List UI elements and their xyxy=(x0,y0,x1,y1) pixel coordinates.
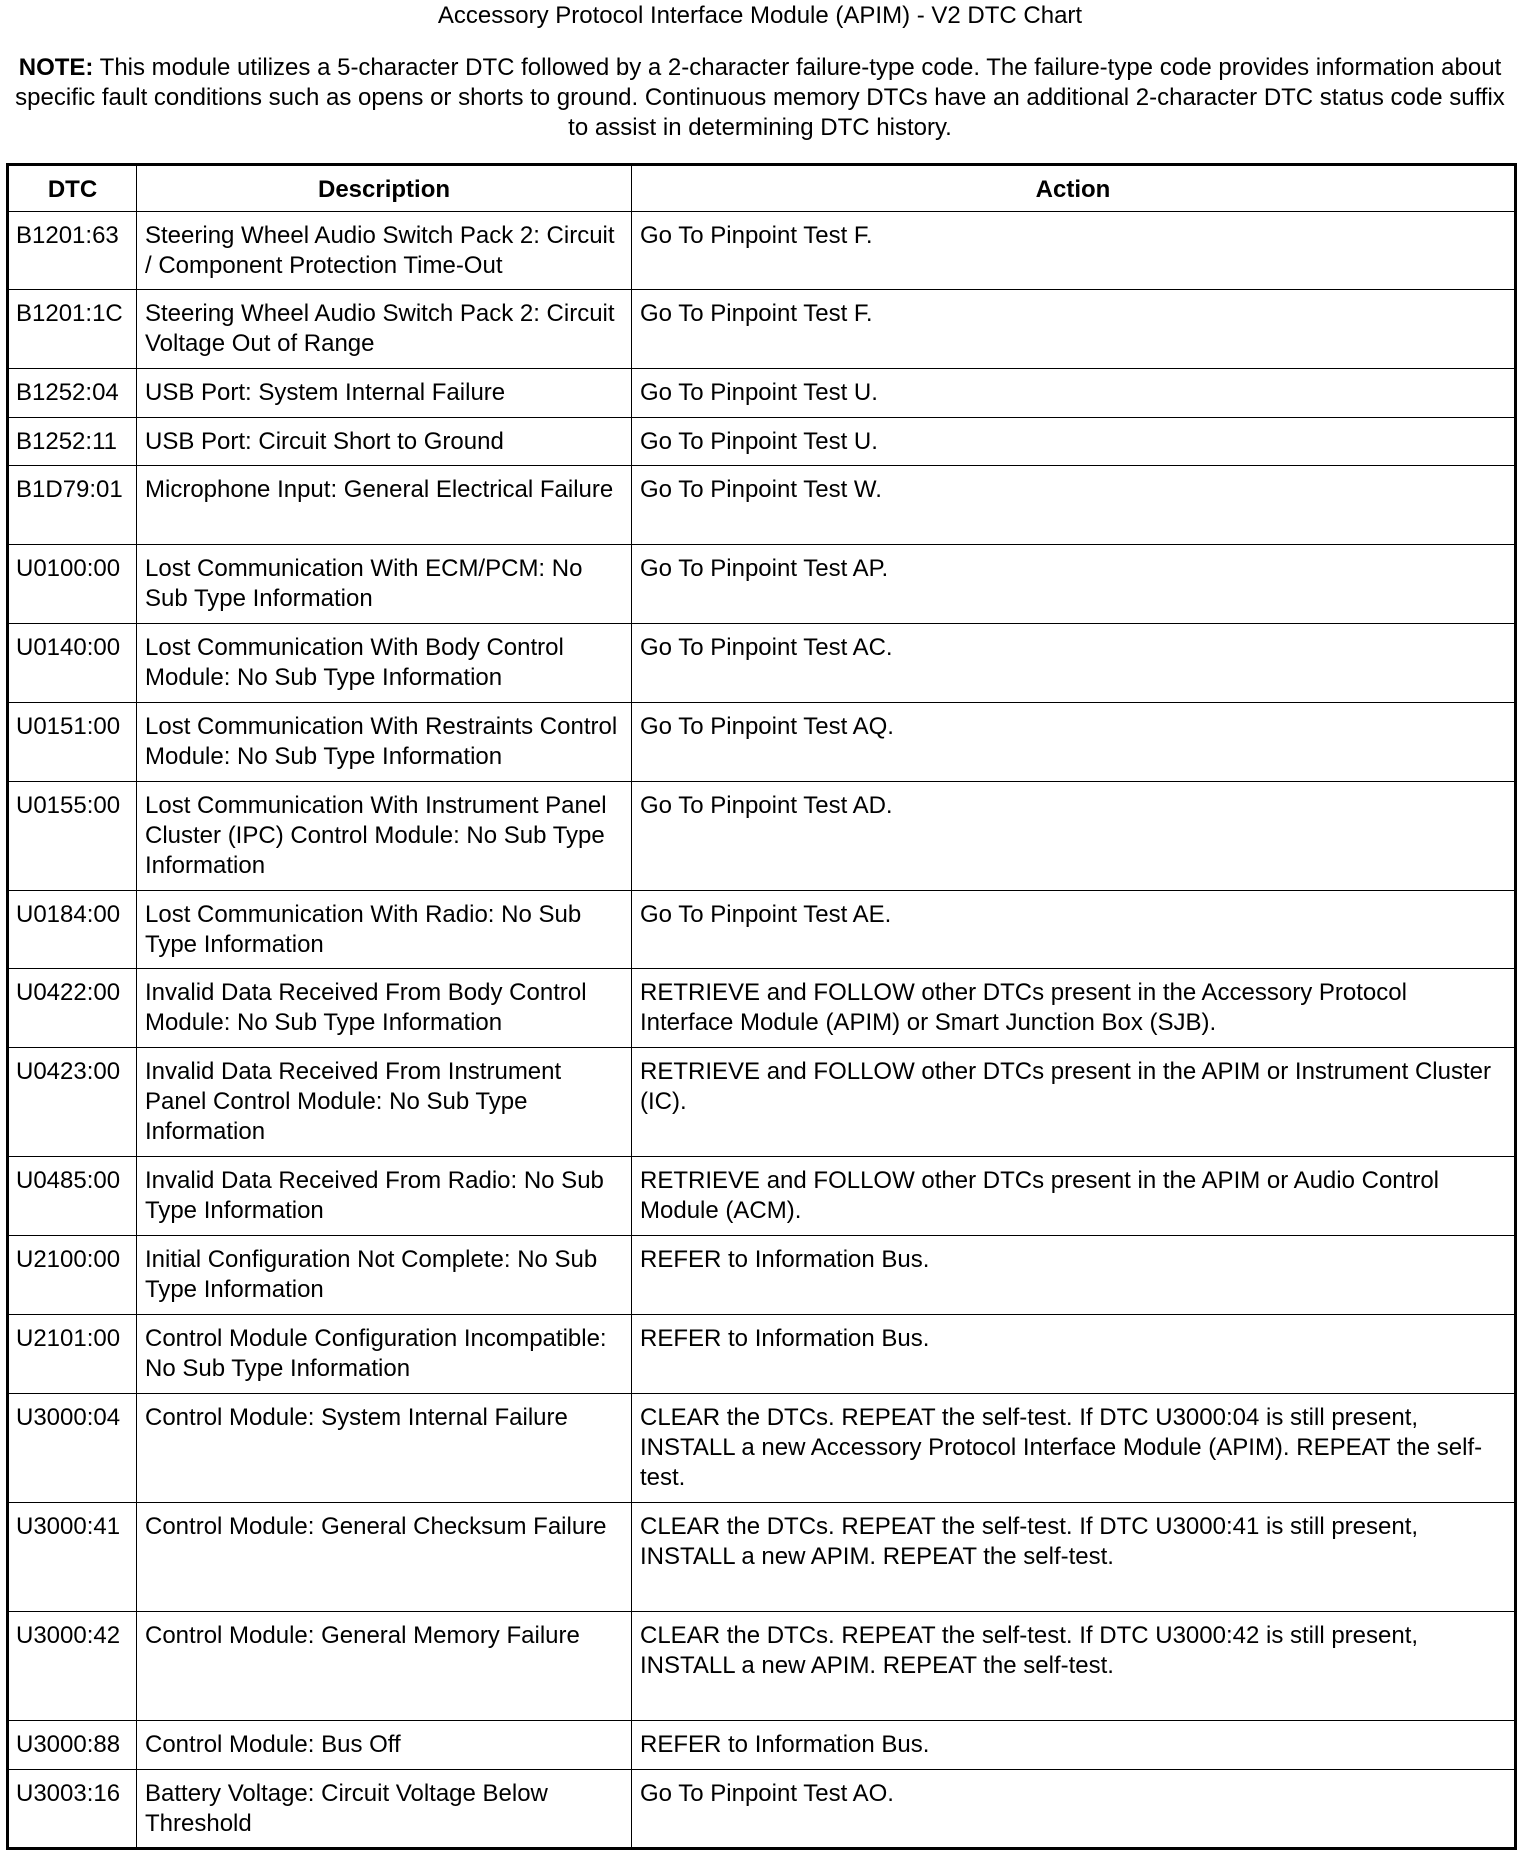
note-text: This module utilizes a 5-character DTC followed by a 2-character failure-type code. The failure-type code provides information about specific fault conditions such as opens or shorts to ground. Continuous memory DTCs have an additional 2-character DTC status code suffix to assist in determining DTC history. xyxy=(15,54,1505,141)
action-cell: Go To Pinpoint Test AP. xyxy=(632,545,1516,624)
dtc-code-cell: U2101:00 xyxy=(8,1315,137,1394)
description-cell: Control Module: General Memory Failure xyxy=(137,1612,632,1721)
table-row xyxy=(8,1315,1516,1394)
table-row xyxy=(8,624,1516,703)
action-cell: Go To Pinpoint Test F. xyxy=(632,290,1516,369)
dtc-code-cell: U0155:00 xyxy=(8,782,137,891)
action-cell: CLEAR the DTCs. REPEAT the self-test. If DTC U3000:04 is still present, INSTALL a new Accessory Protocol Interface Module (APIM). REPEAT the self-test. xyxy=(632,1394,1516,1503)
table-row xyxy=(8,1394,1516,1503)
table-row xyxy=(8,1157,1516,1236)
header-dtc: DTC xyxy=(8,165,137,212)
table-body xyxy=(8,212,1516,1849)
dtc-code-cell: U2100:00 xyxy=(8,1236,137,1315)
table-row xyxy=(8,969,1516,1048)
action-cell: Go To Pinpoint Test F. xyxy=(632,212,1516,290)
description-cell: Lost Communication With Restraints Control Module: No Sub Type Information xyxy=(137,703,632,782)
table-row xyxy=(8,545,1516,624)
action-cell: Go To Pinpoint Test AC. xyxy=(632,624,1516,703)
note-label: NOTE: xyxy=(18,54,94,81)
dtc-code-cell: U3000:04 xyxy=(8,1394,137,1503)
description-cell: Control Module: System Internal Failure xyxy=(137,1394,632,1503)
description-cell: Invalid Data Received From Body Control Module: No Sub Type Information xyxy=(137,969,632,1048)
description-cell: USB Port: Circuit Short to Ground xyxy=(137,418,632,466)
description-cell: Battery Voltage: Circuit Voltage Below Threshold xyxy=(137,1770,632,1849)
table-row xyxy=(8,1048,1516,1157)
description-cell: USB Port: System Internal Failure xyxy=(137,369,632,418)
action-cell: CLEAR the DTCs. REPEAT the self-test. If DTC U3000:42 is still present, INSTALL a new APIM. REPEAT the self-test. xyxy=(632,1612,1516,1721)
table-header-row xyxy=(8,165,1516,212)
dtc-code-cell: U0423:00 xyxy=(8,1048,137,1157)
dtc-code-cell: U0151:00 xyxy=(8,703,137,782)
header-action: Action xyxy=(632,165,1516,212)
table-row xyxy=(8,418,1516,466)
dtc-code-cell: U0140:00 xyxy=(8,624,137,703)
dtc-code-cell: U0100:00 xyxy=(8,545,137,624)
dtc-code-cell: U3000:88 xyxy=(8,1721,137,1770)
dtc-code-cell: B1201:63 xyxy=(8,212,137,290)
table-row xyxy=(8,703,1516,782)
document-title: Accessory Protocol Interface Module (APIM) - V2 DTC Chart xyxy=(437,2,1083,29)
description-cell: Steering Wheel Audio Switch Pack 2: Circuit / Component Protection Time-Out xyxy=(137,212,632,290)
action-cell: Go To Pinpoint Test AQ. xyxy=(632,703,1516,782)
dtc-code-cell: U0422:00 xyxy=(8,969,137,1048)
action-cell: Go To Pinpoint Test AO. xyxy=(632,1770,1516,1849)
dtc-code-cell: U3000:41 xyxy=(8,1503,137,1612)
dtc-code-cell: U3000:42 xyxy=(8,1612,137,1721)
table-row xyxy=(8,1612,1516,1721)
action-cell: REFER to Information Bus. xyxy=(632,1721,1516,1770)
action-cell: Go To Pinpoint Test U. xyxy=(632,369,1516,418)
action-cell: Go To Pinpoint Test AD. xyxy=(632,782,1516,891)
description-cell: Lost Communication With Body Control Module: No Sub Type Information xyxy=(137,624,632,703)
description-cell: Control Module: Bus Off xyxy=(137,1721,632,1770)
table-row xyxy=(8,369,1516,418)
action-cell: Go To Pinpoint Test U. xyxy=(632,418,1516,466)
table-row xyxy=(8,1236,1516,1315)
dtc-code-cell: B1201:1C xyxy=(8,290,137,369)
dtc-code-cell: B1252:11 xyxy=(8,418,137,466)
description-cell: Invalid Data Received From Radio: No Sub Type Information xyxy=(137,1157,632,1236)
description-cell: Initial Configuration Not Complete: No Sub Type Information xyxy=(137,1236,632,1315)
action-cell: Go To Pinpoint Test AE. xyxy=(632,891,1516,969)
table-row xyxy=(8,290,1516,369)
table-row xyxy=(8,1770,1516,1849)
table-row xyxy=(8,466,1516,545)
dtc-code-cell: U0184:00 xyxy=(8,891,137,969)
table-row xyxy=(8,1721,1516,1770)
dtc-code-cell: U0485:00 xyxy=(8,1157,137,1236)
note-paragraph xyxy=(6,53,1514,143)
action-cell: RETRIEVE and FOLLOW other DTCs present in the APIM or Instrument Cluster (IC). xyxy=(632,1048,1516,1157)
dtc-code-cell: B1D79:01 xyxy=(8,466,137,545)
action-cell: REFER to Information Bus. xyxy=(632,1236,1516,1315)
action-cell: REFER to Information Bus. xyxy=(632,1315,1516,1394)
table-row xyxy=(8,891,1516,969)
dtc-code-cell: U3003:16 xyxy=(8,1770,137,1849)
description-cell: Invalid Data Received From Instrument Panel Control Module: No Sub Type Information xyxy=(137,1048,632,1157)
action-cell: Go To Pinpoint Test W. xyxy=(632,466,1516,545)
table-row xyxy=(8,1503,1516,1612)
header-description: Description xyxy=(137,165,632,212)
description-cell: Lost Communication With ECM/PCM: No Sub Type Information xyxy=(137,545,632,624)
description-cell: Lost Communication With Radio: No Sub Type Information xyxy=(137,891,632,969)
description-cell: Microphone Input: General Electrical Failure xyxy=(137,466,632,545)
dtc-code-cell: B1252:04 xyxy=(8,369,137,418)
action-cell: RETRIEVE and FOLLOW other DTCs present in the Accessory Protocol Interface Module (APIM) or Smart Junction Box (SJB). xyxy=(632,969,1516,1048)
description-cell: Control Module Configuration Incompatible: No Sub Type Information xyxy=(137,1315,632,1394)
table-row xyxy=(8,212,1516,290)
action-cell: CLEAR the DTCs. REPEAT the self-test. If DTC U3000:41 is still present, INSTALL a new APIM. REPEAT the self-test. xyxy=(632,1503,1516,1612)
description-cell: Control Module: General Checksum Failure xyxy=(137,1503,632,1612)
dtc-table xyxy=(6,163,1517,1850)
table-row xyxy=(8,782,1516,891)
description-cell: Lost Communication With Instrument Panel Cluster (IPC) Control Module: No Sub Type Information xyxy=(137,782,632,891)
action-cell: RETRIEVE and FOLLOW other DTCs present in the APIM or Audio Control Module (ACM). xyxy=(632,1157,1516,1236)
description-cell: Steering Wheel Audio Switch Pack 2: Circuit Voltage Out of Range xyxy=(137,290,632,369)
